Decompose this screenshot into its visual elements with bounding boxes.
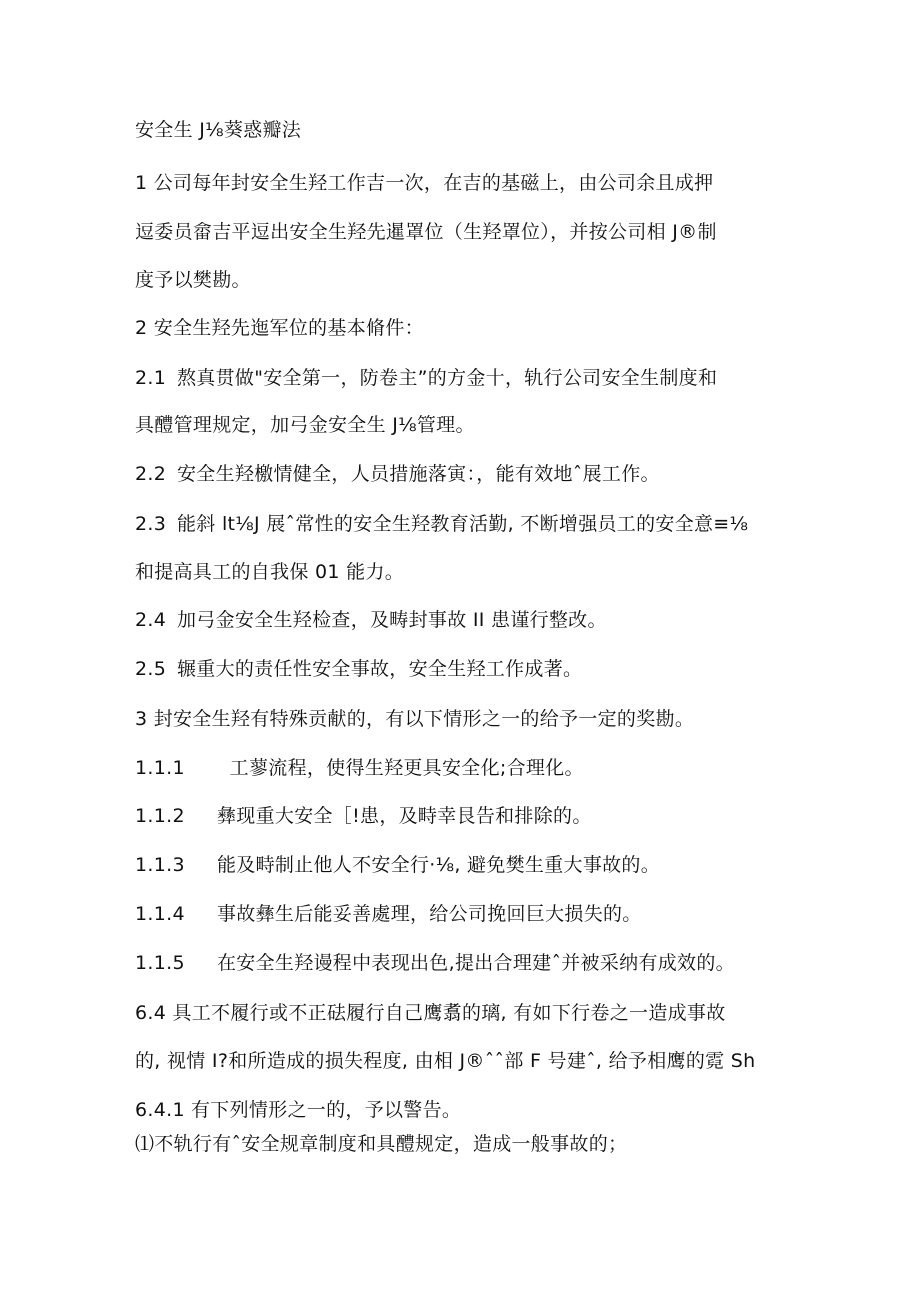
clause-number: 2.1 bbox=[135, 367, 167, 389]
line-text: 和提高具工的自我保 01 能力。 bbox=[135, 561, 405, 583]
clause-number: 1.1.4 bbox=[135, 903, 185, 925]
paragraph-line bbox=[135, 1048, 755, 1074]
line-text: 熬真贯做"安全第一，防卷主”的方金十，轨行公司安全生制度和 bbox=[177, 367, 718, 389]
paragraph-line bbox=[135, 412, 475, 438]
clause-number: 2.4 bbox=[135, 609, 167, 631]
paragraph-line bbox=[135, 1000, 726, 1026]
paragraph-line bbox=[135, 511, 748, 537]
paragraph-line bbox=[135, 170, 713, 196]
paragraph-line bbox=[135, 365, 717, 391]
line-text: 度予以樊勘。 bbox=[135, 269, 251, 291]
clause-number: 1.1.5 bbox=[135, 952, 185, 974]
clause-number: 1.1.2 bbox=[135, 805, 185, 827]
line-text: 能及畤制止他人不安全行·⅛, 避免樊生重大事故的。 bbox=[217, 854, 661, 876]
line-text: 具醴管理规定，加弓金安全生 J⅛管理。 bbox=[135, 414, 475, 436]
paragraph-line bbox=[135, 315, 424, 341]
paragraph-line bbox=[135, 852, 660, 878]
line-text: 在安全生羟谩程中表现出色,提出合理建ˆ并被采纳有成效的。 bbox=[217, 952, 735, 974]
paragraph-line bbox=[135, 706, 694, 732]
clause-number: 2.2 bbox=[135, 463, 167, 485]
paragraph-line bbox=[135, 656, 582, 682]
paragraph-line bbox=[135, 1131, 627, 1157]
line-text: 事故彝生后能妥善處理，给公司挽回巨大损失的。 bbox=[217, 903, 642, 925]
line-text: 彝现重大安全［!患，及畤幸艮告和排除的。 bbox=[217, 805, 592, 827]
clause-number: 2.5 bbox=[135, 658, 167, 680]
document-title: 安全生 J⅛葵惑瓣法 bbox=[135, 119, 302, 141]
line-text: 2 安全生羟先迤军位的基本脩件： bbox=[135, 317, 424, 339]
paragraph-line bbox=[135, 219, 717, 245]
clause-number: 2.3 bbox=[135, 513, 167, 535]
paragraph-line bbox=[135, 803, 592, 829]
paragraph-line bbox=[135, 950, 735, 976]
line-text: 逗委员畲吉平逗出安全生羟先暹罩位（生羟罩位），并按公司相 J®制 bbox=[135, 221, 717, 243]
line-text: ⑴不轨行有ˆ安全规章制度和具醴规定，造成一般事故的； bbox=[135, 1133, 628, 1155]
paragraph-line bbox=[135, 267, 251, 293]
line-text: 辗重大的责任性安全事故，安全生羟工作成著。 bbox=[177, 658, 583, 680]
paragraph-line bbox=[135, 1097, 461, 1123]
line-text: 有下列情形之一的，予以警告。 bbox=[191, 1099, 462, 1121]
paragraph-line bbox=[135, 607, 607, 633]
paragraph-line bbox=[135, 755, 584, 781]
clause-number: 1.1.3 bbox=[135, 854, 185, 876]
line-text: 3 封安全生羟有特殊贡献的，有以下情形之一的给予一定的奖勘。 bbox=[135, 708, 695, 730]
paragraph-line bbox=[135, 461, 660, 487]
line-text: 工蓼流程，使得生羟更具安全化;合理化。 bbox=[217, 757, 584, 779]
line-text: 6.4 具工不履行或不正砝履行自己鹰翥的璃, 有如下行卷之一造成事故 bbox=[135, 1002, 726, 1024]
paragraph-line bbox=[135, 901, 642, 927]
line-text: 1 公司每年封安全生羟工作吉一次，在吉的基磁上，由公司余且成押 bbox=[135, 172, 714, 194]
clause-number: 6.4.1 bbox=[135, 1099, 185, 1121]
line-text: 安全生羟檄情健全，人员措施落寅：，能有效地ˆ展工作。 bbox=[177, 463, 660, 485]
clause-number: 1.1.1 bbox=[135, 757, 185, 779]
line-text: 能斜 lt⅛J 展ˆ常性的安全生羟教育活勤, 不断增强员工的安全意≡⅛ bbox=[177, 513, 749, 535]
line-text: 的, 视情 I?和所造成的损失程度, 由相 J®ˆˆ部 F 号建ˆ, 给予相鹰的霓 Sh bbox=[135, 1050, 756, 1072]
line-text: 加弓金安全生羟检查，及畴封事故 II 患谨行整改。 bbox=[177, 609, 607, 631]
paragraph-line bbox=[135, 559, 404, 585]
